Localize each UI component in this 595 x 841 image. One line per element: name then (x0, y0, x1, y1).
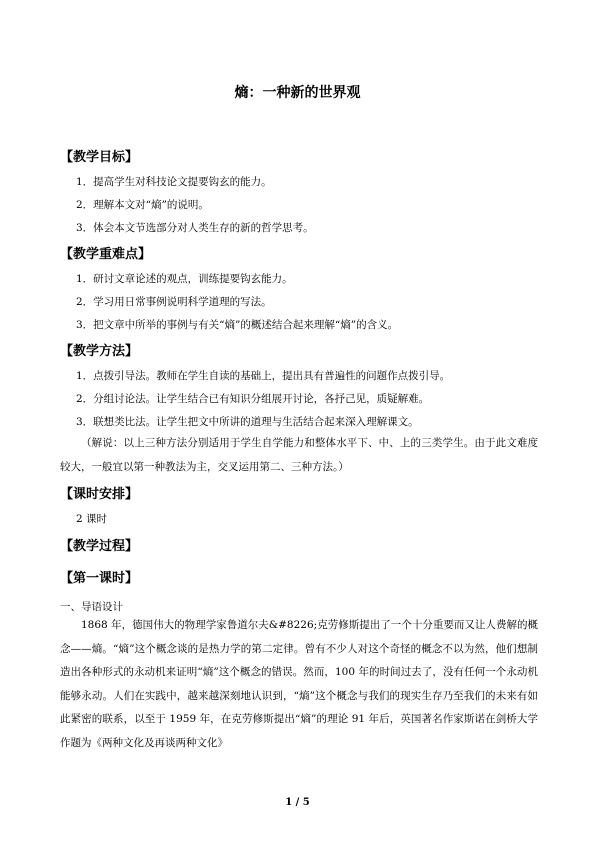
heading-first-lesson: 【第一课时】 (60, 571, 139, 586)
method-item-2: 2．分组讨论法。让学生结合已有知识分组展开讨论，各抒己见，质疑解难。 (76, 393, 430, 405)
method-item-1: 1．点拨引导法。教师在学生自读的基础上，提出具有普遍性的问题作点拨引导。 (76, 370, 451, 382)
goal-item-3: 3．体会本文节选部分对人类生存的新的哲学思考。 (76, 222, 314, 234)
document-title: 熵：一种新的世界观 (234, 85, 361, 101)
keypoint-item-2: 2．学习用日常事例说明科学道理的写法。 (76, 296, 272, 308)
intro-subheading: 一、导语设计 (60, 601, 123, 613)
keypoint-item-1: 1．研讨文章论述的观点，训练提要钩玄能力。 (76, 273, 293, 285)
keypoint-item-3: 3．把文章中所举的事例与有关“熵”的概述结合起来理解“熵”的含义。 (76, 319, 399, 331)
heading-schedule: 【课时安排】 (60, 487, 139, 502)
method-item-3: 3．联想类比法。让学生把文中所讲的道理与生活结合起来深入理解课文。 (76, 416, 419, 428)
goal-item-2: 2．理解本文对“熵”的说明。 (76, 199, 209, 211)
schedule-value: 2 课时 (76, 513, 108, 525)
intro-paragraph: 1868 年，德国伟大的物理学家鲁道尔夫&#8226;克劳修斯提出了一个十分重要而又让人费解的概念——熵。“熵”这个概念谈的是热力学的第二定律。曾有不少人对这个奇怪的概念不以为然，他们想制造出各种形式的永动机来证明“熵”这个概念的错误。然而，100 年的时间过去了，没有任何一个永动机能够永动。人们在实践中，越来越深刻地认识到，“熵”这个概念与我们的现实生存乃至我们的未来有如此紧密的联系，以至于 1959 年，在克劳修斯提出“熵”的理论 91 年后，英国著名作家斯诺在剑桥大学作题为《两种文化及再谈两种文化》 (60, 619, 538, 749)
goal-item-1: 1．提高学生对科技论文提要钩玄的能力。 (76, 176, 272, 188)
heading-teaching-process: 【教学过程】 (60, 539, 139, 554)
heading-key-points: 【教学重难点】 (60, 247, 152, 262)
page-number: 1 / 5 (285, 797, 310, 808)
methods-note: （解说：以上三种方法分别适用于学生自学能力和整体水平下、中、上的三类学生。由于此文难度较大，一般宜以第一种教法为主，交叉运用第二、三种方法。） (60, 437, 538, 473)
heading-teaching-goals: 【教学目标】 (60, 150, 139, 165)
heading-teaching-methods: 【教学方法】 (60, 344, 139, 359)
